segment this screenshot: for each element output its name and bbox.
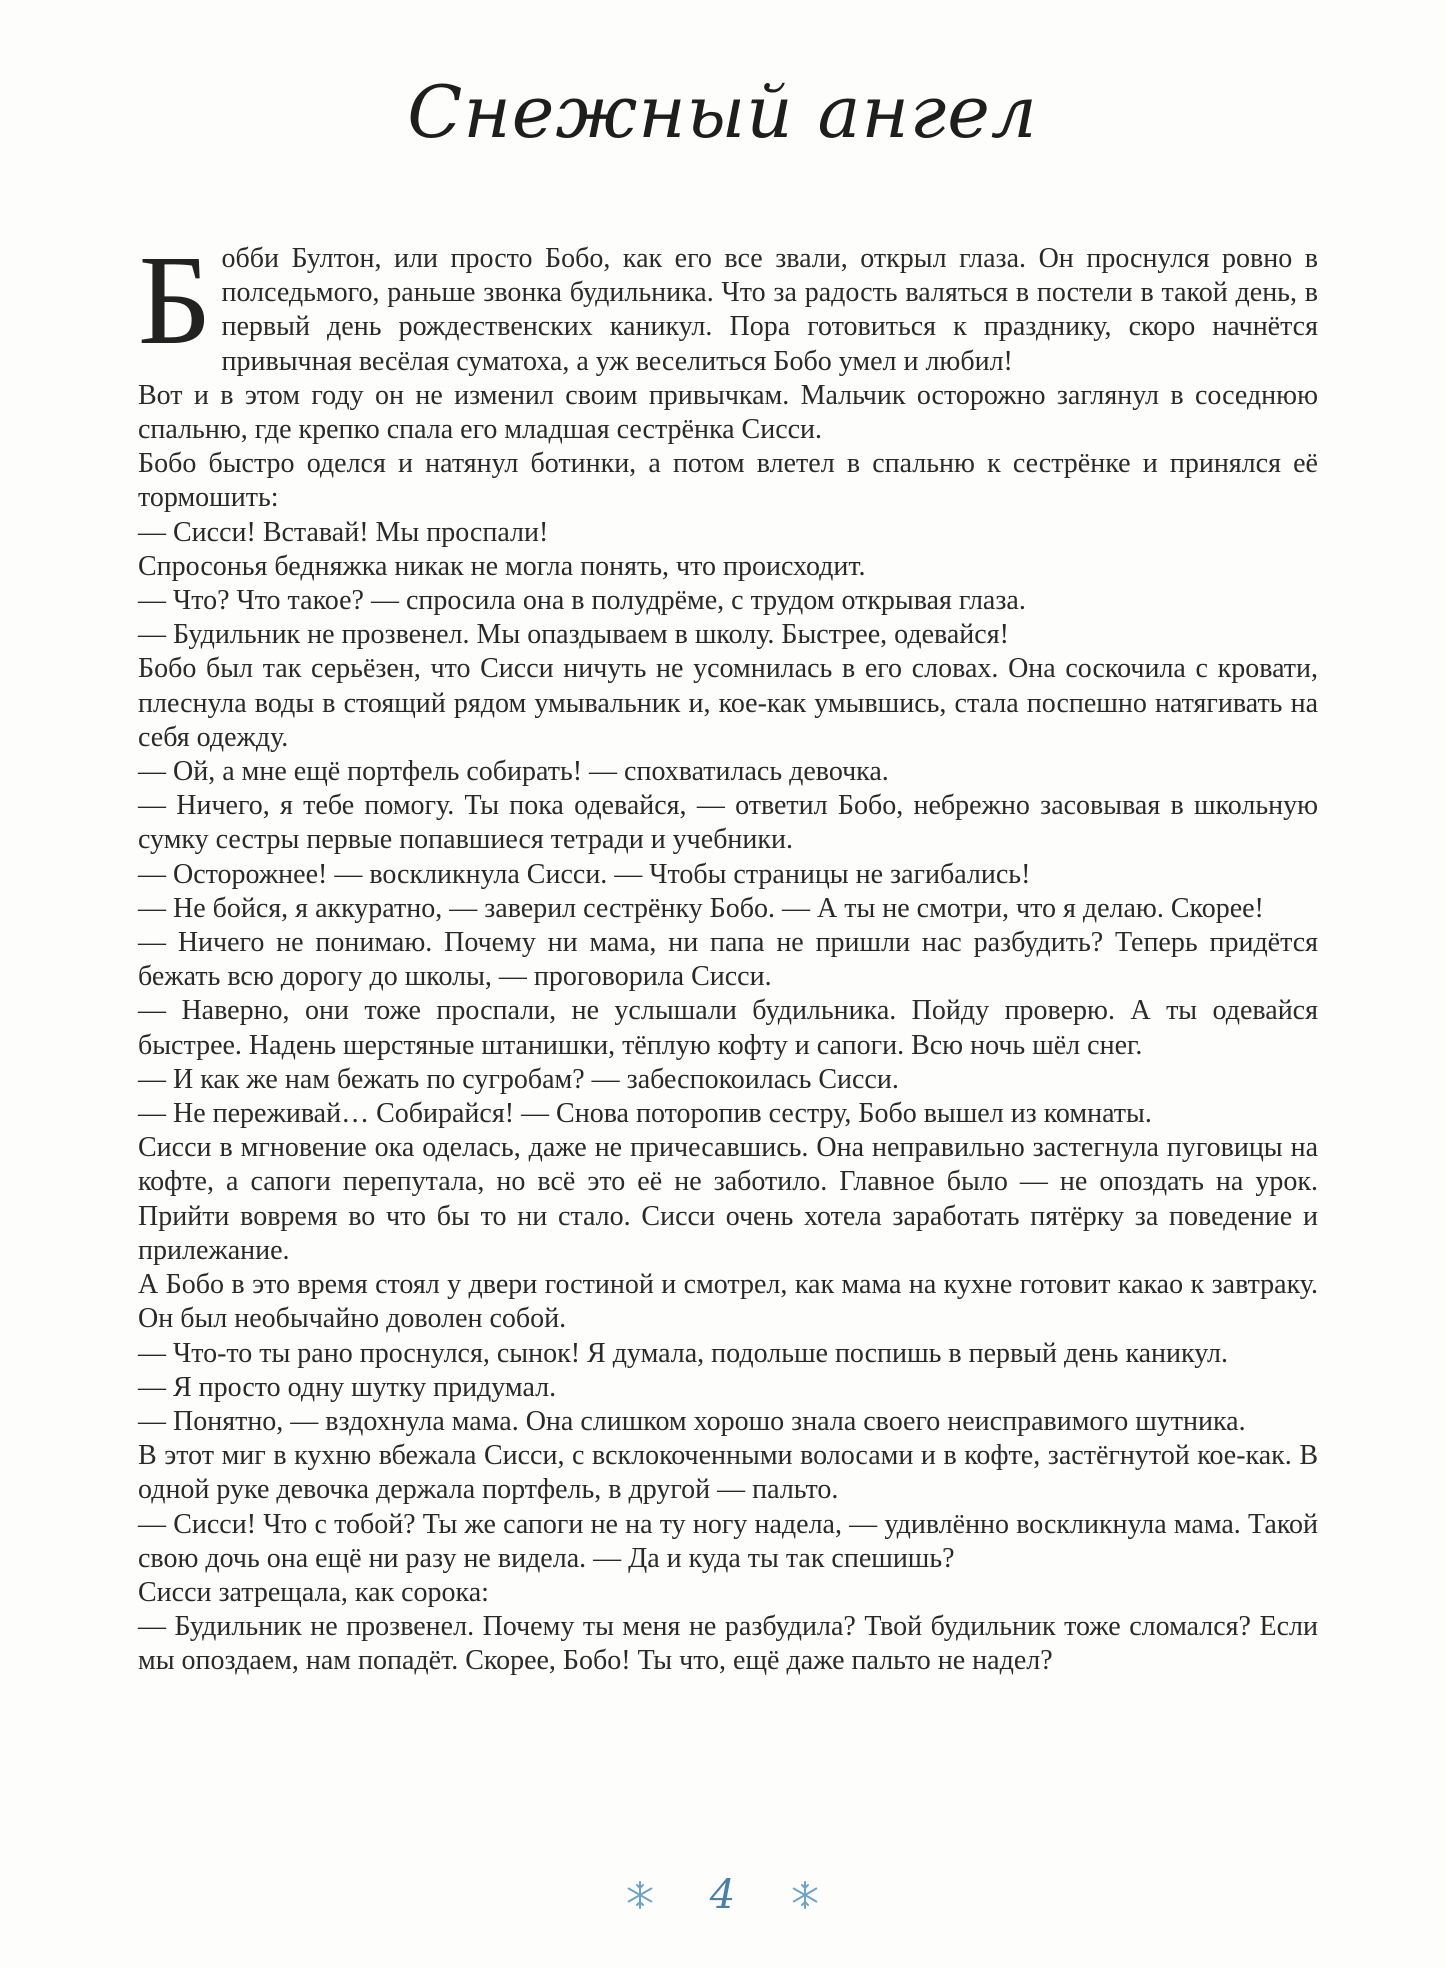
paragraph: — Что? Что такое? — спросила она в полудрёме, с трудом открывая глаза. (138, 585, 1026, 617)
drop-cap: Б (138, 229, 212, 371)
snowflake-icon (624, 1879, 656, 1911)
paragraph: — Не переживай… Собирайся! — Снова поторопив сестру, Бобо вышел из комнаты. (138, 1098, 1152, 1130)
paragraph: А Бобо в это время стоял у двери гостиной и смотрел, как мама на кухне готовит какао к завтраку. Он был необычайно доволен собой. (138, 1269, 1318, 1335)
paragraph: Сисси затрещала, как сорока: (138, 1576, 489, 1608)
paragraph: — Что-то ты рано проснулся, сынок! Я думала, подольше поспишь в первый день каникул. (138, 1337, 1228, 1369)
paragraph: — Сисси! Что с тобой? Ты же сапоги не на ту ногу надела, — удивлённо воскликнула мама. Такой свою дочь она ещё ни разу не видела. — Да и куда ты так спешишь? (138, 1508, 1318, 1574)
paragraph: — Я просто одну шутку придумал. (138, 1371, 557, 1403)
paragraph: — Осторожнее! — воскликнула Сисси. — Чтобы страницы не загибались! (138, 858, 1031, 890)
paragraph: — Ничего, я тебе помогу. Ты пока одевайся, — ответил Бобо, небрежно засовывая в школьную сумку сестры первые попавшиеся тетради и учебники. (138, 790, 1318, 856)
paragraph: — Сисси! Вставай! Мы проспали! (138, 516, 549, 548)
page-title (0, 70, 1445, 154)
paragraph: В этот миг в кухню вбежала Сисси, с всклокоченными волосами и в кофте, застёгнутой кое-как. В одной руке девочка держала портфель, в другой — пальто. (138, 1440, 1318, 1506)
paragraph: Бобо был так серьёзен, что Сисси ничуть не усомнилась в его словах. Она соскочила с кровати, плеснула воды в стоящий рядом умывальник и, кое-как умывшись, стала поспешно натягивать на себя одежду. (138, 653, 1318, 753)
paragraph: Вот и в этом году он не изменил своим привычкам. Мальчик осторожно заглянул в соседнюю спальню, где крепко спала его младшая сестрёнка Сисси. (138, 379, 1318, 446)
snowflake-icon (789, 1879, 821, 1911)
page-number: 4 (709, 1872, 736, 1918)
paragraph: — Не бойся, я аккуратно, — заверил сестрёнку Бобо. — А ты не смотри, что я делаю. Скорее! (138, 892, 1264, 924)
paragraph: — Ой, а мне ещё портфель собирать! — спохватилась девочка. (138, 756, 889, 788)
paragraph: — Будильник не прозвенел. Мы опаздываем в школу. Быстрее, одевайся! (138, 619, 1009, 651)
story-text (138, 229, 1318, 1679)
paragraph: Спросонья бедняжка никак не могла понять, что происходит. (138, 550, 866, 582)
paragraph: Бобо быстро оделся и натянул ботинки, а потом влетел в спальню к сестрёнке и принялся её тормошить: (138, 448, 1318, 514)
title-text: Снежный ангел (407, 70, 1038, 154)
paragraph: — Понятно, — вздохнула мама. Она слишком хорошо знала своего неисправимого шутника. (138, 1405, 1246, 1437)
paragraph: Сисси в мгновение ока оделась, даже не причесавшись. Она неправильно застегнула пуговицы на кофте, а сапоги перепутала, но всё это её не заботило. Главное было — не опоздать на урок. Прийти вовремя во что бы то ни стало. Сисси очень хотела заработать пятёрку за поведение и прилежание. (138, 1132, 1318, 1266)
paragraph: — Наверно, они тоже проспали, не услышали будильника. Пойду проверю. А ты одевайся быстрее. Надень шерстяные штанишки, тёплую кофту и сапоги. Всю ночь шёл снег. (138, 995, 1318, 1061)
paragraph: — Ничего не понимаю. Почему ни мама, ни папа не пришли нас разбудить? Теперь придётся бежать всю дорогу до школы, — проговорила Сисси. (138, 927, 1318, 993)
page-footer (0, 1872, 1445, 1922)
paragraph: — Будильник не прозвенел. Почему ты меня не разбудила? Твой будильник тоже сломался? Если мы опоздаем, нам попадёт. Скорее, Бобо! Ты что, ещё даже пальто не надел? (138, 1611, 1318, 1677)
paragraph: обби Бултон, или просто Бобо, как его все звали, открыл глаза. Он проснулся ровно в полседьмого, раньше звонка будильника. Что за радость валяться в постели в такой день, в первый день рождественских каникул. Пора готовиться к празднику, скоро начнётся привычная весёлая суматоха, а уж веселиться Бобо умел и любил! (221, 243, 1318, 377)
paragraph: — И как же нам бежать по сугробам? — забеспокоилась Сисси. (138, 1063, 899, 1095)
